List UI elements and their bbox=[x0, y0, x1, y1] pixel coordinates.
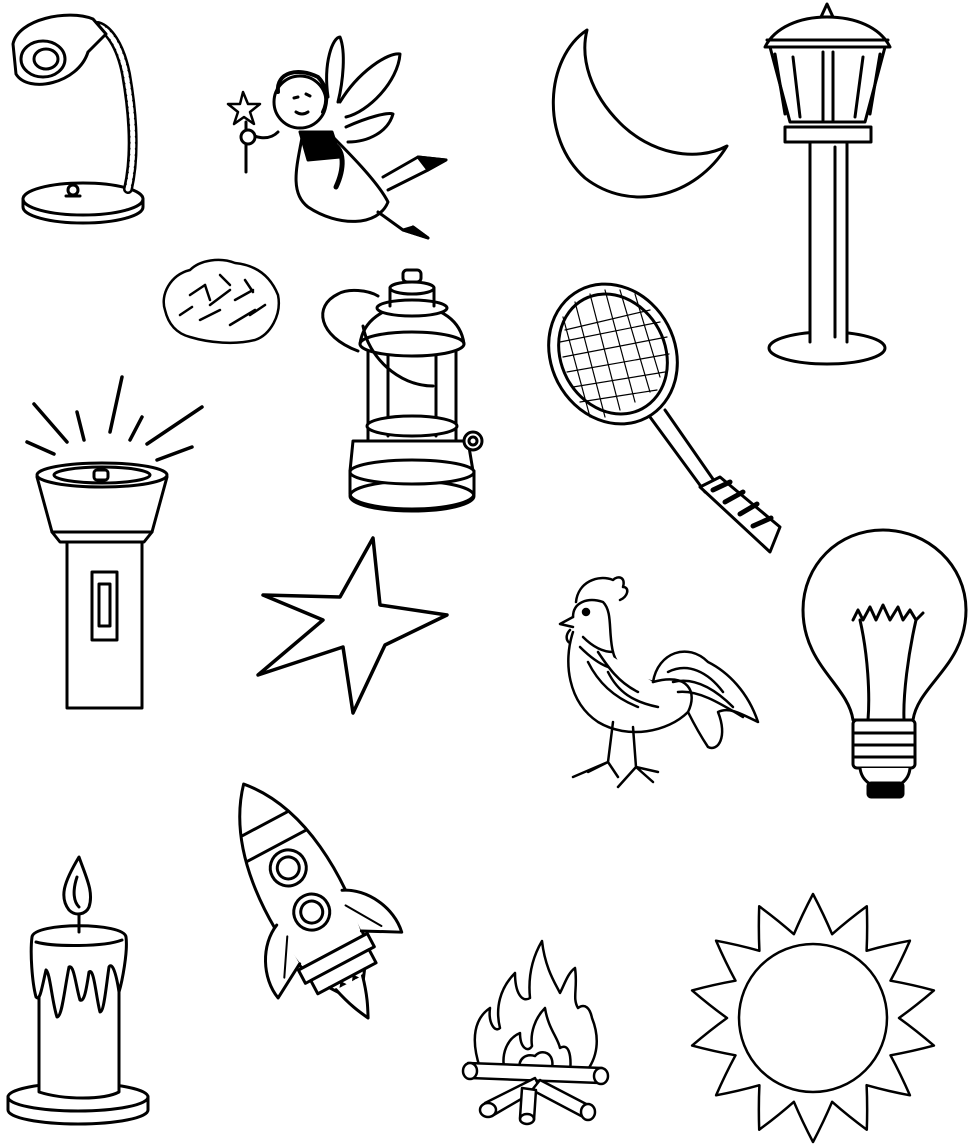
candle-icon bbox=[4, 852, 152, 1134]
lantern-icon bbox=[318, 266, 500, 516]
light-bulb-icon bbox=[798, 525, 969, 807]
campfire-icon bbox=[460, 938, 612, 1126]
rock-icon bbox=[160, 255, 282, 347]
crescent-moon-icon bbox=[545, 28, 730, 200]
star-icon bbox=[255, 535, 451, 717]
fairy-icon bbox=[228, 32, 450, 247]
rooster-icon bbox=[558, 572, 763, 798]
sun-icon bbox=[685, 890, 943, 1140]
desk-lamp-icon bbox=[8, 4, 158, 219]
flashlight-icon bbox=[22, 372, 207, 712]
rocket-icon bbox=[195, 760, 405, 1025]
tennis-racket-icon bbox=[545, 282, 783, 557]
